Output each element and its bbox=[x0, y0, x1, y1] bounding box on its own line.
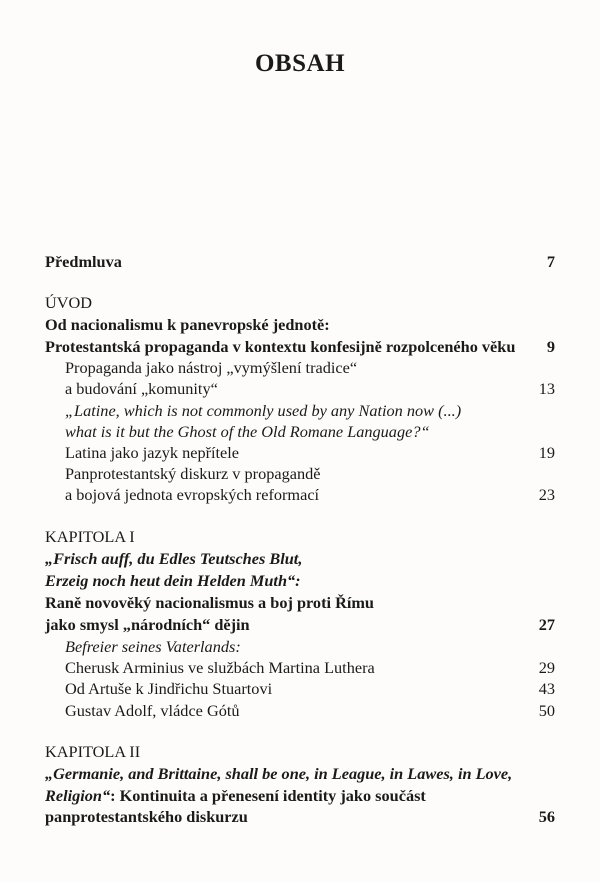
toc-entry bbox=[45, 336, 555, 358]
page-number: 19 bbox=[538, 443, 555, 462]
page-number: 50 bbox=[538, 701, 555, 720]
entry-text: panprotestantského diskurzu bbox=[45, 807, 248, 826]
page-number: 23 bbox=[538, 485, 555, 504]
entry-text: : Kontinuita a přenesení identity jako součást bbox=[110, 786, 426, 805]
toc-entry: „Frisch auff, du Edles Teutsches Blut, bbox=[45, 549, 303, 568]
toc-subentry: Panprotestantský diskurz v propagandě bbox=[65, 464, 321, 483]
toc-subentry: Befreier seines Vaterlands: bbox=[65, 637, 241, 656]
toc-entry bbox=[45, 806, 555, 828]
toc-subentry: „Latine, which is not commonly used by any Nation now (...) bbox=[65, 401, 462, 420]
section-heading-uvod: ÚVOD bbox=[45, 293, 93, 312]
toc-subentry bbox=[65, 700, 555, 722]
toc-entry-predmluva bbox=[45, 251, 555, 273]
entry-text: Předmluva bbox=[45, 252, 122, 271]
entry-text-italic: Religion“ bbox=[45, 786, 111, 805]
toc-subentry bbox=[65, 442, 555, 464]
page-number: 13 bbox=[538, 379, 555, 398]
entry-text: Gustav Adolf, vládce Gótů bbox=[65, 701, 240, 720]
page-number: 43 bbox=[538, 679, 555, 698]
section-heading-kapitola-2: KAPITOLA II bbox=[45, 742, 141, 761]
page-number: 29 bbox=[538, 658, 555, 677]
page-number: 7 bbox=[546, 252, 555, 271]
entry-text: a budování „komunity“ bbox=[65, 379, 218, 398]
entry-text: Cherusk Arminius ve službách Martina Luthera bbox=[65, 658, 375, 677]
toc-subentry bbox=[65, 484, 555, 506]
entry-text: jako smysl „národních“ dějin bbox=[45, 615, 250, 634]
toc-entry: Od nacionalismu k panevropské jednotě: bbox=[45, 315, 330, 334]
toc-subentry bbox=[65, 378, 555, 400]
entry-text: Protestantská propaganda v kontextu konfesijně rozpolceného věku bbox=[45, 337, 516, 356]
toc-subentry: Propaganda jako nástroj „vymýšlení tradice“ bbox=[65, 358, 358, 377]
entry-text: Od Artuše k Jindřichu Stuartovi bbox=[65, 679, 273, 698]
toc-entry: „Germanie, and Brittaine, shall be one, in League, in Lawes, in Love, bbox=[45, 764, 513, 783]
toc-subentry bbox=[65, 678, 555, 700]
entry-text: a bojová jednota evropských reformací bbox=[65, 485, 320, 504]
toc-subentry: what is it but the Ghost of the Old Romane Language?“ bbox=[65, 422, 430, 441]
page-number: 56 bbox=[538, 807, 555, 826]
section-heading-kapitola-1: KAPITOLA I bbox=[45, 527, 135, 546]
toc-entry: Erzeig noch heut dein Helden Muth“: bbox=[45, 571, 301, 590]
toc-entry bbox=[45, 614, 555, 636]
toc-subentry bbox=[65, 657, 555, 679]
page-title: OBSAH bbox=[254, 50, 346, 77]
toc-entry: Raně novověký nacionalismus a boj proti Římu bbox=[45, 593, 374, 612]
page-number: 27 bbox=[538, 615, 555, 634]
toc-entry bbox=[45, 785, 555, 807]
entry-text: Latina jako jazyk nepřítele bbox=[65, 443, 240, 462]
page-number: 9 bbox=[546, 337, 555, 356]
